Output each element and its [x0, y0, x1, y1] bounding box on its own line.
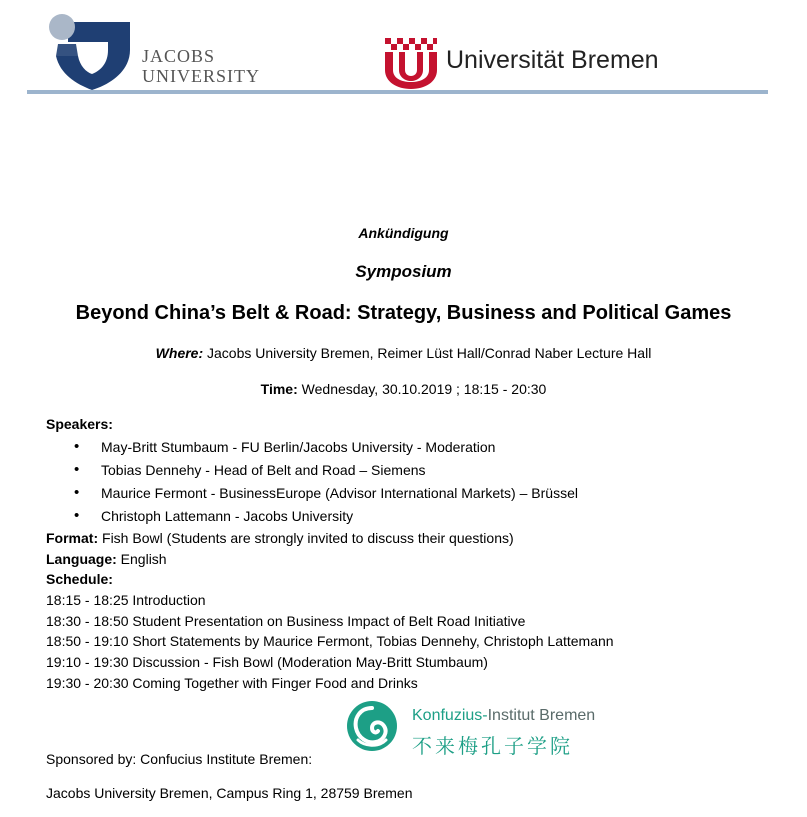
- schedule-item: 18:30 - 18:50 Student Presentation on Business Impact of Belt Road Initiative: [46, 613, 526, 629]
- time-label: Time:: [260, 381, 298, 397]
- address: Jacobs University Bremen, Campus Ring 1, 28759 Bremen: [46, 785, 413, 801]
- format-value: Fish Bowl (Students are strongly invited to discuss their questions): [98, 530, 514, 546]
- where-value: Jacobs University Bremen, Reimer Lüst Hall/Conrad Naber Lecture Hall: [203, 345, 652, 361]
- header-divider: [27, 90, 768, 94]
- language-line: [46, 549, 167, 569]
- konfuzius-chinese-name: 不来梅孔子学院: [412, 734, 573, 758]
- event-title: Beyond China’s Belt & Road: Strategy, Business and Political Games: [75, 302, 732, 324]
- event-time: [0, 381, 807, 397]
- list-item: • Christoph Lattemann - Jacobs University: [46, 506, 578, 529]
- jacobs-wordmark-line2: UNIVERSITY: [142, 66, 260, 86]
- jacobs-university-logo: [48, 12, 138, 92]
- language-value: English: [116, 551, 167, 567]
- event-type: Symposium: [355, 262, 452, 281]
- schedule-item: 19:30 - 20:30 Coming Together with Finger Food and Drinks: [46, 675, 418, 691]
- konfuzius-name: [412, 707, 595, 725]
- announcement-heading: Ankündigung: [358, 225, 449, 241]
- list-item: • May-Britt Stumbaum - FU Berlin/Jacobs University - Moderation: [46, 437, 578, 460]
- format-label: Format:: [46, 530, 99, 546]
- schedule-heading: Schedule:: [46, 571, 113, 587]
- event-location: [0, 345, 807, 361]
- schedule-item: 18:15 - 18:25 Introduction: [46, 592, 206, 608]
- list-item: • Maurice Fermont - BusinessEurope (Advisor International Markets) – Brüssel: [46, 483, 578, 506]
- sponsored-by: Sponsored by: Confucius Institute Bremen:: [46, 751, 313, 767]
- list-item: • Tobias Dennehy - Head of Belt and Road – Siemens: [46, 460, 578, 483]
- jacobs-wordmark: [142, 46, 260, 86]
- language-label: Language:: [46, 551, 117, 567]
- speakers-list: [46, 437, 578, 529]
- konfuzius-institut-logo: [346, 700, 398, 752]
- jacobs-wordmark-line1: JACOBS: [142, 46, 216, 66]
- universitaet-bremen-logo: [383, 36, 439, 90]
- time-value: Wednesday, 30.10.2019 ; 18:15 - 20:30: [297, 381, 547, 397]
- where-label: Where:: [155, 345, 204, 361]
- schedule-item: 18:50 - 19:10 Short Statements by Maurice Fermont, Tobias Dennehy, Christoph Lattemann: [46, 633, 614, 649]
- bremen-wordmark: Universität Bremen: [446, 46, 659, 74]
- format-line: [46, 528, 514, 548]
- konfuzius-name-b: Institut Bremen: [487, 707, 596, 724]
- speakers-heading: Speakers:: [46, 416, 113, 432]
- konfuzius-name-a: Konfuzius-: [412, 707, 488, 724]
- schedule-item: 19:10 - 19:30 Discussion - Fish Bowl (Moderation May-Britt Stumbaum): [46, 654, 488, 670]
